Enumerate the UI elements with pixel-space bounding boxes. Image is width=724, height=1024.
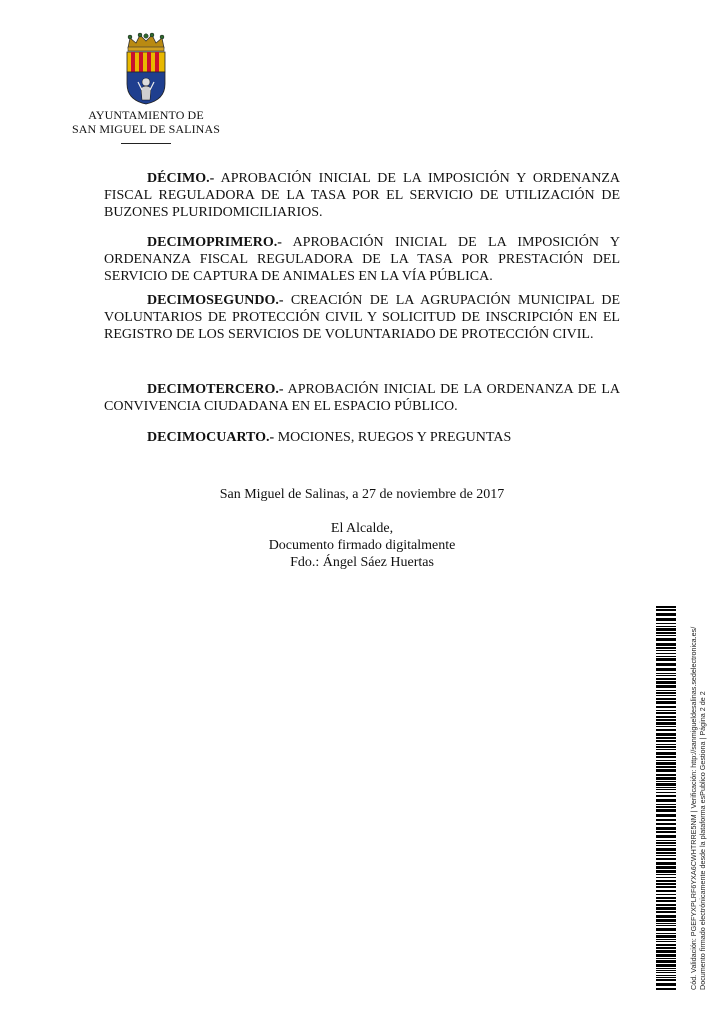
barcode-bar (656, 968, 676, 969)
barcode-bar (656, 733, 676, 736)
barcode-bar (656, 789, 676, 790)
barcode-bar (656, 915, 676, 918)
barcode-bar (656, 618, 676, 621)
barcode-bar (656, 774, 676, 776)
barcode-bar (656, 964, 676, 967)
barcode-bar (656, 673, 676, 674)
barcode-bar (656, 866, 676, 869)
barcode-bar (656, 947, 676, 949)
barcode-bar (656, 933, 676, 934)
barcode-bar (656, 650, 676, 651)
barcode-bar (656, 852, 676, 854)
barcode-bar (656, 729, 676, 731)
barcode-bar (656, 740, 676, 742)
barcode-bar (656, 698, 676, 700)
barcode-bar (656, 845, 676, 846)
barcode-bar (656, 840, 676, 841)
barcode-bar (656, 643, 676, 646)
barcode-bar (656, 647, 676, 649)
barcode-bar (656, 954, 676, 957)
barcode-bar (656, 975, 676, 976)
barcode-bar (656, 880, 676, 882)
barcode-bar (656, 894, 676, 895)
item-text: APROBACIÓN INICIAL DE LA ORDENANZA DE LA CONVIVENCIA CIUDADANA EN EL ESPACIO PÚBLICO. (104, 382, 620, 414)
barcode-bar (656, 695, 676, 696)
barcode-bar (656, 960, 676, 963)
place-date: San Miguel de Salinas, a 27 de noviembre de 2017 (219, 487, 505, 502)
barcode-bar (656, 944, 676, 946)
barcode-bar (656, 870, 676, 873)
org-line-1: AYUNTAMIENTO DE (88, 108, 204, 122)
barcode-bar (656, 928, 676, 931)
barcode-bar (656, 710, 676, 711)
validation-stamp (656, 606, 712, 990)
barcode-bar (656, 769, 676, 772)
item-text: MOCIONES, RUEGOS Y PREGUNTAS (274, 430, 512, 445)
agenda-item-decimoprimero (104, 234, 620, 285)
barcode-bar (656, 958, 676, 959)
digital-signature-note: Documento firmado digitalmente (268, 538, 456, 553)
barcode-bar (656, 827, 676, 830)
signature-platform-text: Documento firmado electrónicamente desde la plataforma esPublico Gestiona | Página 2 de 2 (698, 691, 707, 990)
barcode-bar (656, 656, 676, 657)
barcode-bar (656, 626, 676, 627)
barcode-bar (656, 925, 676, 926)
item-text: APROBACIÓN INICIAL DE LA IMPOSICIÓN Y ORDENANZA FISCAL REGULADORA DE LA TASA POR PRESTACIÓN DEL SERVICIO DE CAPTURA DE ANIMALES EN LA VÍA PÚBLICA. (104, 235, 620, 284)
barcode-bar (656, 792, 676, 793)
barcode-bar (656, 819, 676, 821)
barcode-bar (656, 685, 676, 688)
barcode-bar (656, 900, 676, 902)
barcode-bar (656, 781, 676, 782)
barcode-bar (656, 941, 676, 942)
barcode-bar (656, 777, 676, 780)
barcode-bar (656, 977, 676, 978)
barcode-bar (656, 749, 676, 750)
barcode-bar (656, 858, 676, 860)
barcode-bar (656, 923, 676, 924)
barcode-bar (656, 628, 676, 631)
barcode-bar (656, 970, 676, 971)
item-label: DECIMOCUARTO.- (147, 430, 275, 445)
agenda-item-decimosegundo (104, 292, 620, 343)
barcode-bar (656, 890, 676, 892)
barcode-bar (656, 799, 676, 802)
barcode-bar (656, 855, 676, 856)
agenda-item-decimotercero (104, 381, 620, 415)
barcode-bar (656, 668, 676, 671)
signer-role: El Alcalde, (330, 521, 394, 536)
barcode-bar (656, 766, 676, 768)
barcode-bar (656, 983, 676, 986)
barcode-bar (656, 653, 676, 654)
barcode-bar (656, 988, 676, 990)
barcode-bar (656, 756, 676, 758)
barcode-bar (656, 919, 676, 922)
barcode-bar (656, 897, 676, 899)
organization-name (62, 108, 230, 136)
barcode-bar (656, 632, 676, 634)
barcode-bar (656, 638, 676, 641)
barcode-bar (656, 744, 676, 745)
barcode-bar (656, 814, 676, 817)
barcode-bar (656, 809, 676, 812)
barcode-bar (656, 706, 676, 708)
validation-barcode (656, 606, 676, 990)
agenda-item-decimocuarto (104, 429, 620, 446)
barcode-bar (656, 752, 676, 755)
barcode-bar (656, 635, 676, 636)
barcode-bar (656, 613, 676, 616)
barcode-bar (656, 804, 676, 805)
municipal-coat-of-arms (124, 32, 168, 106)
org-divider (121, 143, 171, 144)
barcode-bar (656, 746, 676, 748)
barcode-bar (656, 831, 676, 833)
barcode-bar (656, 935, 676, 938)
barcode-bar (656, 623, 676, 624)
item-label: DECIMOTERCERO.- (147, 382, 284, 397)
barcode-bar (656, 907, 676, 910)
item-text: APROBACIÓN INICIAL DE LA IMPOSICIÓN Y ORDENANZA FISCAL REGULADORA DE LA TASA POR EL SERVICIO DE UTILIZACIÓN DE BUZONES PLURIDOMICILIARIOS. (104, 171, 620, 220)
barcode-bar (656, 719, 676, 721)
barcode-bar (656, 760, 676, 761)
barcode-bar (656, 806, 676, 808)
barcode-bar (656, 737, 676, 739)
validation-code-text: Cód. Validación: PGEFYXPLRF6YXA6CWHTRRE5NM | Verificación: http://sanmigueldesalinas.sedelectronica.es/ (689, 626, 698, 990)
barcode-bar (656, 716, 676, 718)
barcode-bar (656, 783, 676, 786)
item-label: DECIMOPRIMERO.- (147, 235, 282, 250)
org-line-2: SAN MIGUEL DE SALINAS (72, 122, 220, 136)
barcode-bar (656, 681, 676, 684)
barcode-bar (656, 950, 676, 953)
barcode-bar (656, 842, 676, 844)
barcode-bar (656, 835, 676, 838)
barcode-bar (656, 658, 676, 661)
barcode-bar (656, 787, 676, 788)
barcode-bar (656, 606, 676, 608)
barcode-bar (656, 795, 676, 797)
agenda-item-decimo (104, 170, 620, 221)
barcode-bar (656, 874, 676, 875)
barcode-bar (656, 712, 676, 714)
barcode-bar (656, 692, 676, 694)
barcode-bar (656, 877, 676, 878)
barcode-bar (656, 848, 676, 851)
item-label: DÉCIMO.- (147, 171, 215, 186)
barcode-bar (656, 690, 676, 691)
barcode-bar (656, 939, 676, 940)
barcode-bar (656, 678, 676, 680)
item-text: CREACIÓN DE LA AGRUPACIÓN MUNICIPAL DE VOLUNTARIOS DE PROTECCIÓN CIVIL Y SOLICITUD DE INSCRIPCIÓN EN EL REGISTRO DE LOS SERVICIOS DE VOLUNTARIADO DE PROTECCIÓN CIVIL. (104, 293, 620, 342)
barcode-bar (656, 726, 676, 727)
barcode-bar (656, 823, 676, 825)
barcode-bar (656, 883, 676, 885)
barcode-bar (656, 862, 676, 865)
barcode-bar (656, 675, 676, 676)
signatory-name: Fdo.: Ángel Sáez Huertas (290, 555, 434, 570)
barcode-bar (656, 663, 676, 666)
barcode-bar (656, 904, 676, 906)
barcode-bar (656, 762, 676, 765)
barcode-bar (656, 911, 676, 913)
barcode-bar (656, 886, 676, 888)
barcode-bar (656, 979, 676, 981)
barcode-bar (656, 609, 676, 611)
barcode-bar (656, 701, 676, 704)
barcode-bar (656, 972, 676, 973)
item-label: DECIMOSEGUNDO.- (147, 293, 284, 308)
barcode-bar (656, 722, 676, 725)
